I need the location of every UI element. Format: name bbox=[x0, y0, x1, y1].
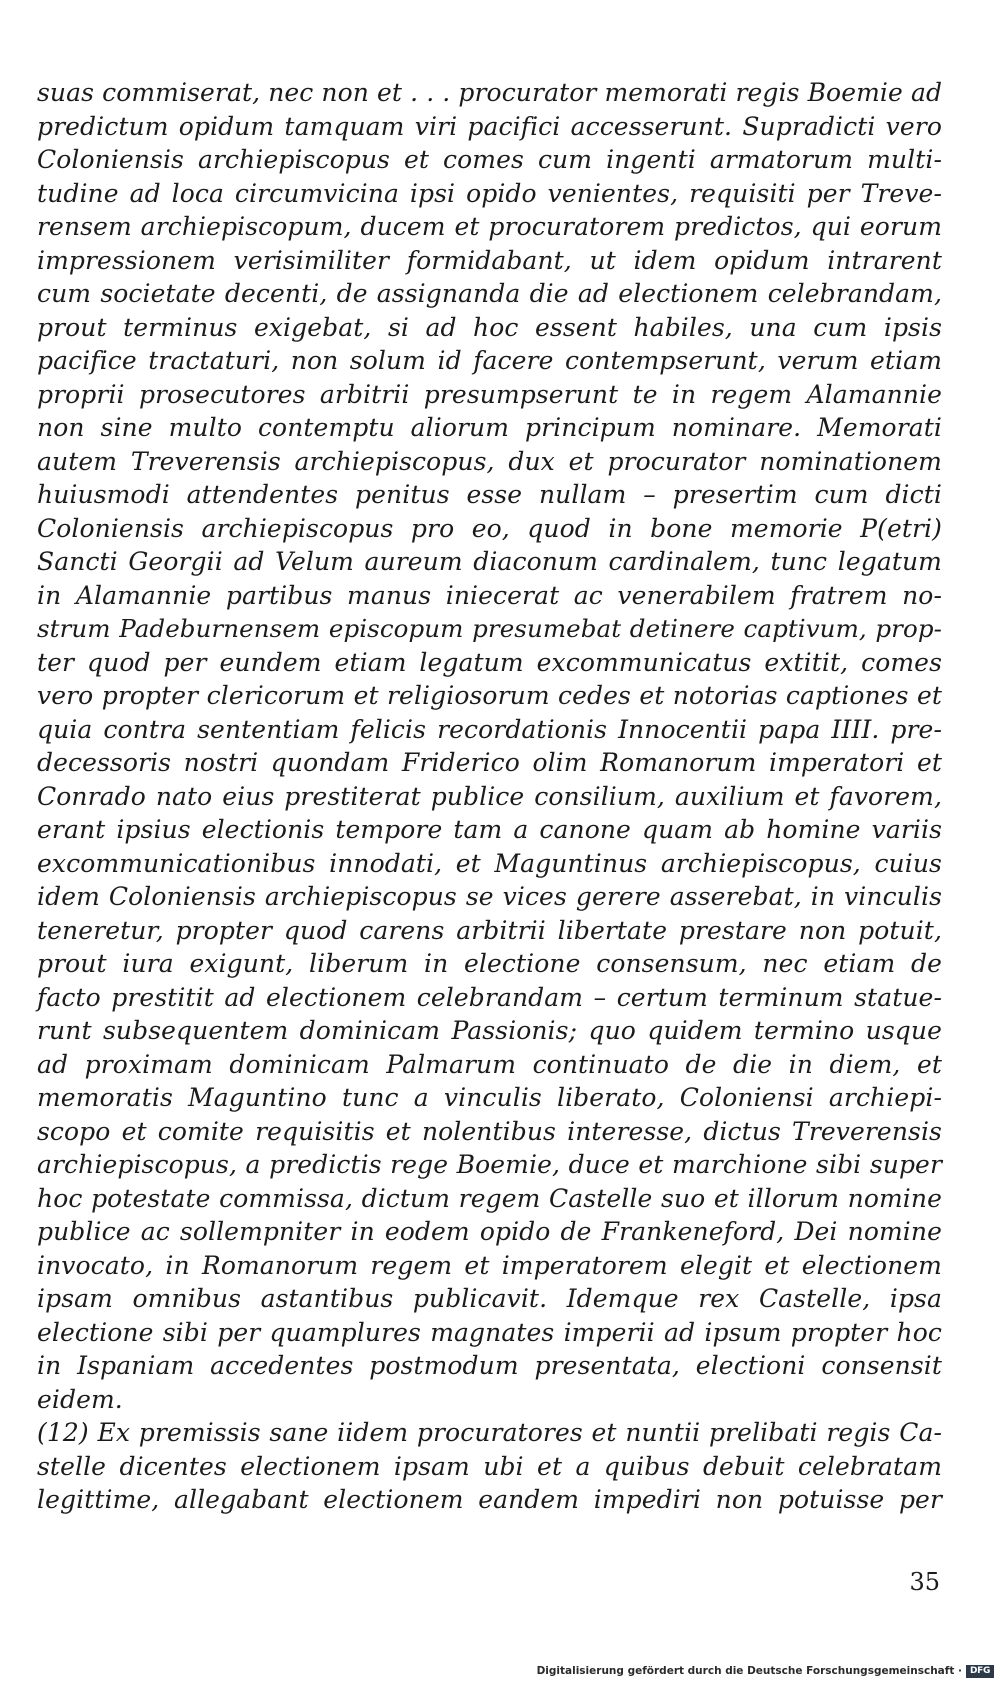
text-line: eidem. bbox=[37, 1384, 123, 1414]
text-line: pacifice tractaturi, non solum id facere contempserunt, verum etiam bbox=[37, 346, 942, 375]
text-line: Sancti Georgii ad Velum aureum diaconum cardinalem, tunc legatum bbox=[37, 547, 942, 576]
digitization-footer bbox=[0, 1660, 1000, 1685]
text-line: erant ipsius electionis tempore tam a canone quam ab homine variis bbox=[37, 815, 942, 844]
text-line: electione sibi per quamplures magnates imperii ad ipsum propter hoc bbox=[37, 1317, 942, 1347]
text-line: Coloniensis archiepiscopus et comes cum ingenti armatorum multi- bbox=[37, 145, 942, 174]
dfg-logo: DFG bbox=[966, 1665, 994, 1678]
text-line: proprii prosecutores arbitrii presumpserunt te in regem Alamannie bbox=[37, 379, 942, 409]
text-line: huiusmodi attendentes penitus esse nullam – presertim cum dicti bbox=[37, 480, 942, 509]
text-line: teneretur, propter quod carens arbitrii libertate prestare non potuit, bbox=[37, 915, 942, 945]
text-line: memoratis Maguntino tunc a vinculis liberato, Coloniensi archiepi- bbox=[37, 1083, 942, 1112]
text-line: prout terminus exigebat, si ad hoc essent habiles, una cum ipsis bbox=[37, 312, 942, 342]
text-line: cum societate decenti, de assignanda die ad electionem celebrandam, bbox=[37, 279, 942, 308]
text-line: scopo et comite requisitis et nolentibus interesse, dictus Treverensis bbox=[37, 1116, 942, 1146]
text-line: quia contra sententiam felicis recordationis Innocentii papa IIII. pre- bbox=[37, 714, 942, 744]
text-line: predictum opidum tamquam viri pacifici accesserunt. Supradicti vero bbox=[37, 111, 942, 141]
text-line: Coloniensis archiepiscopus pro eo, quod in bone memorie P(etri) bbox=[37, 513, 942, 543]
text-line: Conrado nato eius prestiterat publice consilium, auxilium et favorem, bbox=[37, 781, 942, 811]
text-line: facto prestitit ad electionem celebrandam – certum terminum statue- bbox=[37, 982, 942, 1012]
text-line: in Ispaniam accedentes postmodum presentata, electioni consensit bbox=[37, 1351, 942, 1380]
text-line: archiepiscopus, a predictis rege Boemie, duce et marchione sibi super bbox=[37, 1150, 942, 1179]
text-line: (12) Ex premissis sane iidem procuratores et nuntii prelibati regis Ca- bbox=[37, 1418, 942, 1447]
text-line: idem Coloniensis archiepiscopus se vices gerere asserebat, in vinculis bbox=[37, 882, 942, 911]
text-line: runt subsequentem dominicam Passionis; quo quidem termino usque bbox=[37, 1016, 942, 1045]
body-text bbox=[37, 76, 942, 1517]
text-line: suas commiserat, nec non et . . . procurator memorati regis Boemie ad bbox=[37, 78, 943, 107]
text-line: ter quod per eundem etiam legatum excommunicatus extitit, comes bbox=[37, 647, 942, 677]
text-line: invocato, in Romanorum regem et imperatorem elegit et electionem bbox=[37, 1250, 942, 1280]
page-number: 35 bbox=[909, 1568, 940, 1596]
text-line: publice ac sollempniter in eodem opido de Frankeneford, Dei nomine bbox=[37, 1217, 942, 1246]
text-line: ad proximam dominicam Palmarum continuato de die in diem, et bbox=[37, 1049, 942, 1079]
text-line: impressionem verisimiliter formidabant, ut idem opidum intrarent bbox=[37, 245, 942, 275]
text-line: legittime, allegabant electionem eandem impediri non potuisse per bbox=[37, 1485, 942, 1514]
text-line: excommunicationibus innodati, et Maguntinus archiepiscopus, cuius bbox=[37, 848, 942, 878]
funding-credit: Digitalisierung gefördert durch die Deutsche Forschungsgemeinschaft · bbox=[536, 1665, 962, 1677]
text-line: stelle dicentes electionem ipsam ubi et a quibus debuit celebratam bbox=[37, 1451, 942, 1481]
text-line: ipsam omnibus astantibus publicavit. Idemque rex Castelle, ipsa bbox=[37, 1284, 942, 1313]
text-line: in Alamannie partibus manus iniecerat ac venerabilem fratrem no- bbox=[37, 580, 942, 610]
text-line: tudine ad loca circumvicina ipsi opido venientes, requisiti per Treve- bbox=[37, 178, 942, 208]
text-line: prout iura exigunt, liberum in electione consensum, nec etiam de bbox=[37, 949, 942, 978]
text-line: vero propter clericorum et religiosorum cedes et notorias captiones et bbox=[37, 681, 942, 710]
text-line: hoc potestate commissa, dictum regem Castelle suo et illorum nomine bbox=[37, 1183, 942, 1213]
text-line: autem Treverensis archiepiscopus, dux et procurator nominationem bbox=[37, 446, 942, 476]
text-line: decessoris nostri quondam Friderico olim Romanorum imperatori et bbox=[37, 748, 942, 777]
text-line: non sine multo contemptu aliorum principum nominare. Memorati bbox=[37, 413, 942, 442]
text-line: strum Padeburnensem episcopum presumebat detinere captivum, prop- bbox=[37, 614, 942, 643]
text-line: rensem archiepiscopum, ducem et procuratorem predictos, qui eorum bbox=[37, 212, 942, 241]
